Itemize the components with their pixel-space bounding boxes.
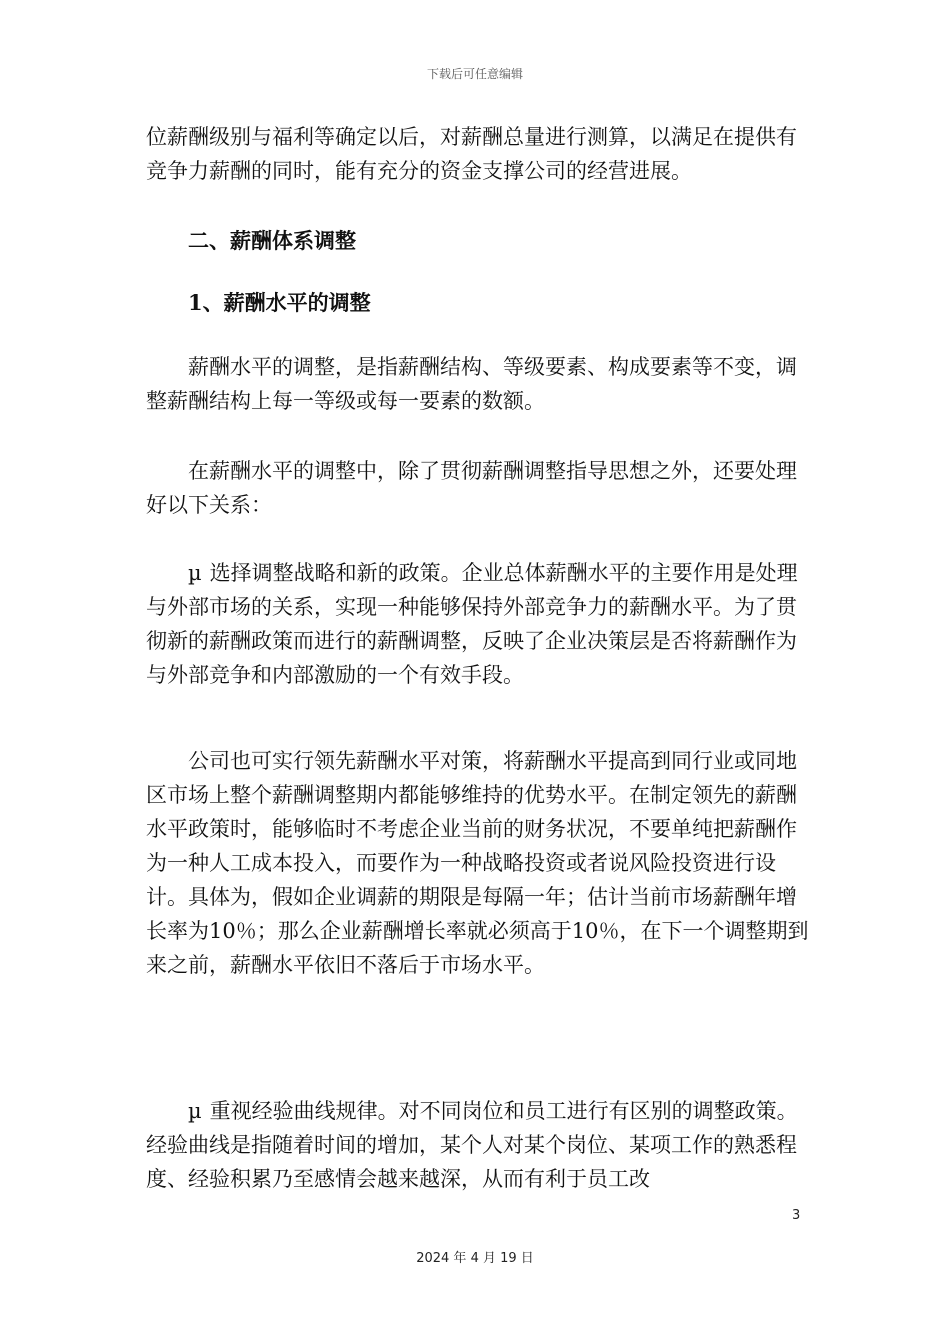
paragraph-bullet-strategy (146, 556, 810, 692)
subsection-heading: 1、薪酬水平的调整 (188, 290, 371, 315)
bullet-mark: µ (188, 561, 202, 585)
bullet-text: 重视经验曲线规律。对不同岗位和员工进行有区别的调整政策。经验曲线是指随着时间的增加，某个人对某个岗位、某项工作的熟悉程度、经验积累乃至感情会越来越深，从而有利于员工改 (146, 1099, 798, 1191)
page-header: 下载后可任意编辑 (426, 67, 523, 81)
page-footer-date: 2024 年 4 月 19 日 (416, 1251, 534, 1266)
bullet-text: 选择调整战略和新的政策。企业总体薪酬水平的主要作用是处理与外部市场的关系，实现一种能够保持外部竞争力的薪酬水平。为了贯彻新的薪酬政策而进行的薪酬调整，反映了企业决策层是否将薪酬作为与外部竞争和内部激励的一个有效手段。 (146, 561, 798, 687)
bullet-mark: µ (188, 1099, 202, 1123)
paragraph-relations-intro: 在薪酬水平的调整中，除了贯彻薪酬调整指导思想之外，还要处理好以下关系： (146, 459, 797, 517)
section-heading: 二、薪酬体系调整 (188, 228, 356, 253)
page-number: 3 (792, 1208, 801, 1223)
paragraph-leading-policy: 公司也可实行领先薪酬水平对策，将薪酬水平提高到同行业或同地区市场上整个薪酬调整期内都能够维持的优势水平。在制定领先的薪酬水平政策时，能够临时不考虑企业当前的财务状况，不要单纯把薪酬作为一种人工成本投入，而要作为一种战略投资或者说风险投资进行设计。具体为，假如企业调薪的期限是每隔一年；估计当前市场薪酬年增长率为10％；那么企业薪酬增长率就必须高于10％，在下一个调整期到来之前，薪酬水平依旧不落后于市场水平。 (146, 749, 809, 977)
paragraph-bullet-experience (146, 1094, 810, 1196)
paragraph-definition: 薪酬水平的调整，是指薪酬结构、等级要素、构成要素等不变，调整薪酬结构上每一等级或每一要素的数额。 (146, 355, 797, 413)
paragraph-continuation: 位薪酬级别与福利等确定以后，对薪酬总量进行测算，以满足在提供有竞争力薪酬的同时，能有充分的资金支撑公司的经营进展。 (146, 125, 797, 183)
